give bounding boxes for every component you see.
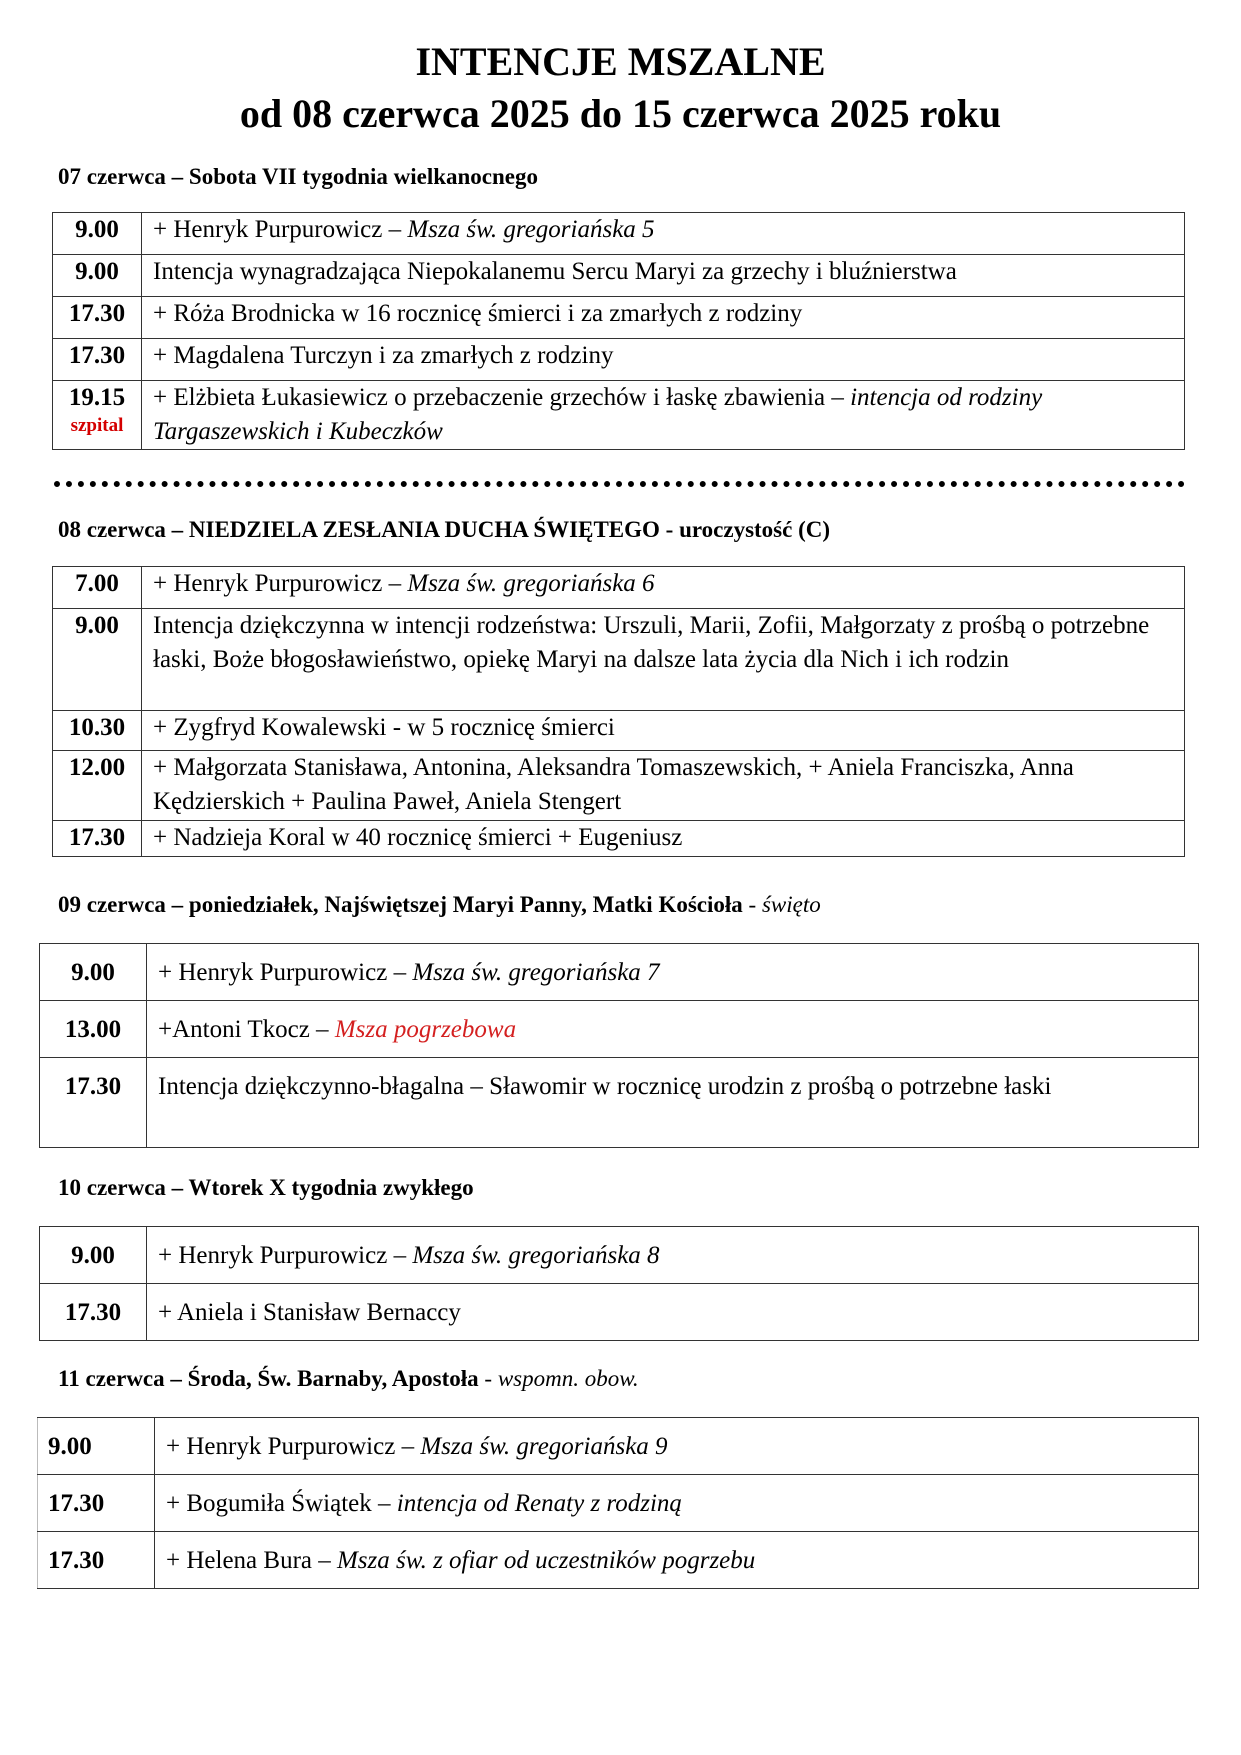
intention-text: + Henryk Purpurowicz (158, 1242, 388, 1269)
mass-intention: + Aniela i Stanisław Bernaccy (147, 1284, 1199, 1341)
table-row (53, 609, 1185, 711)
table-row (53, 821, 1185, 857)
mass-intention: Intencja dziękczynna w intencji rodzeństwa: Urszuli, Marii, Zofii, Małgorzaty z prośbą o potrzebne łaski, Boże błogosławieństwo, opiekę Maryi na dalsze lata życia dla Nich i ich rodzin (142, 609, 1185, 711)
table-row (53, 297, 1185, 339)
intention-text: +Antoni Tkocz – (158, 1016, 335, 1043)
mass-time: 9.00 (53, 609, 142, 711)
mass-time: 10.30 (53, 711, 142, 751)
intention-italic-note: Msza św. z ofiar od uczestników pogrzebu (336, 1547, 756, 1574)
mass-intention: Intencja wynagradzająca Niepokalanemu Sercu Maryi za grzechy i bluźnierstwa (142, 255, 1185, 297)
mass-time: 17.30 (40, 1284, 147, 1341)
intention-italic-note: – Msza św. gregoriańska 6 (382, 570, 655, 597)
mass-time: 13.00 (40, 1001, 147, 1058)
document-title: INTENCJE MSZALNE (415, 39, 826, 84)
intention-text: + Elżbieta Łukasiewicz o przebaczenie grzechów i łaskę zbawienia – (153, 384, 851, 411)
mass-time: 17.30 (53, 821, 142, 857)
day-heading-07-june: 07 czerwca – Sobota VII tygodnia wielkanocnego (58, 164, 539, 189)
intention-italic-note: intencja od rodziny Targaszewskich i Kubeczków (153, 384, 1043, 445)
mass-time: 17.30 (40, 1058, 147, 1148)
mass-time: 7.00 (53, 567, 142, 609)
table-row (40, 1058, 1199, 1148)
mass-time: 9.00 (38, 1418, 155, 1475)
mass-time: 17.30 (53, 339, 142, 381)
day-heading-separator: - (478, 1366, 498, 1391)
table-row (53, 255, 1185, 297)
table-row (38, 1418, 1199, 1475)
liturgical-rank: wspomn. obow. (497, 1366, 639, 1391)
mass-time: 9.00 (53, 213, 142, 255)
intention-italic-note: – Msza św. gregoriańska 9 (395, 1433, 668, 1460)
liturgical-rank: święto (761, 892, 821, 917)
mass-time-cell (53, 381, 142, 450)
mass-time: 17.30 (38, 1475, 155, 1532)
mass-intention: + Zygfryd Kowalewski - w 5 rocznicę śmierci (142, 711, 1185, 751)
mass-time: 9.00 (53, 255, 142, 297)
table-row (53, 213, 1185, 255)
mass-time: 9.00 (40, 1227, 147, 1284)
mass-intention: + Nadzieja Koral w 40 rocznicę śmierci + Eugeniusz (142, 821, 1185, 857)
intention-italic-note: – Msza św. gregoriańska 8 (387, 1242, 660, 1269)
table-row (53, 339, 1185, 381)
mass-intention (142, 213, 1185, 255)
table-row (40, 944, 1199, 1001)
mass-time: 9.00 (40, 944, 147, 1001)
mass-intention (155, 1532, 1199, 1589)
mass-intention: + Róża Brodnicka w 16 rocznicę śmierci i za zmarłych z rodziny (142, 297, 1185, 339)
intention-text: + Helena Bura – (166, 1547, 337, 1574)
dotted-separator (54, 481, 1185, 487)
mass-table-07-june (52, 212, 1185, 450)
table-row (53, 711, 1185, 751)
mass-intention (142, 567, 1185, 609)
intention-italic-note: – intencja od Renaty z rodziną (371, 1490, 682, 1517)
mass-time: 12.00 (53, 751, 142, 821)
day-heading-09-june (58, 891, 821, 919)
mass-intention (147, 1227, 1199, 1284)
mass-intention: Intencja dziękczynno-błagalna – Sławomir w rocznicę urodzin z prośbą o potrzebne łaski (147, 1058, 1199, 1148)
table-row (40, 1001, 1199, 1058)
mass-time: 17.30 (38, 1532, 155, 1589)
mass-intention (147, 1001, 1199, 1058)
intention-italic-note: – Msza św. gregoriańska 5 (382, 216, 655, 243)
intention-text: + Henryk Purpurowicz (166, 1433, 396, 1460)
mass-table-11-june (37, 1417, 1199, 1589)
mass-table-08-june (52, 566, 1185, 857)
table-row (53, 381, 1185, 450)
day-heading-08-june: 08 czerwca – NIEDZIELA ZESŁANIA DUCHA ŚWIĘTEGO - uroczystość (C) (58, 517, 831, 542)
table-row (38, 1475, 1199, 1532)
table-row (40, 1227, 1199, 1284)
mass-time: 19.15 (68, 384, 126, 411)
intention-italic-note: – Msza św. gregoriańska 7 (387, 959, 660, 986)
funeral-mass-note: Msza pogrzebowa (334, 1016, 517, 1043)
intention-text: + Bogumiła Świątek (166, 1490, 372, 1517)
mass-intention: + Magdalena Turczyn i za zmarłych z rodziny (142, 339, 1185, 381)
mass-table-09-june (39, 943, 1199, 1148)
table-row (53, 567, 1185, 609)
intention-text: + Henryk Purpurowicz (153, 570, 383, 597)
day-heading-text: 11 czerwca – Środa, Św. Barnaby, Apostoła (58, 1366, 479, 1391)
day-heading-text: 09 czerwca – poniedziałek, Najświętszej Maryi Panny, Matki Kościoła (58, 892, 743, 917)
mass-intention (155, 1475, 1199, 1532)
day-heading-10-june: 10 czerwca – Wtorek X tygodnia zwykłego (58, 1175, 474, 1200)
mass-intention (155, 1418, 1199, 1475)
table-row (38, 1532, 1199, 1589)
intention-text: + Henryk Purpurowicz (153, 216, 383, 243)
mass-table-10-june (39, 1226, 1199, 1341)
day-heading-11-june (58, 1365, 639, 1393)
mass-time: 17.30 (53, 297, 142, 339)
mass-intention: + Małgorzata Stanisława, Antonina, Aleksandra Tomaszewskich, + Aniela Franciszka, Anna Kędzierskich + Paulina Paweł, Aniela Stengert (142, 751, 1185, 821)
intention-text: + Henryk Purpurowicz (158, 959, 388, 986)
document-subtitle-date-range: od 08 czerwca 2025 do 15 czerwca 2025 roku (239, 91, 1002, 136)
location-note-hospital: szpital (70, 415, 124, 436)
mass-intention (142, 381, 1185, 450)
day-heading-separator: - (742, 892, 762, 917)
table-row (53, 751, 1185, 821)
mass-intention (147, 944, 1199, 1001)
table-row (40, 1284, 1199, 1341)
